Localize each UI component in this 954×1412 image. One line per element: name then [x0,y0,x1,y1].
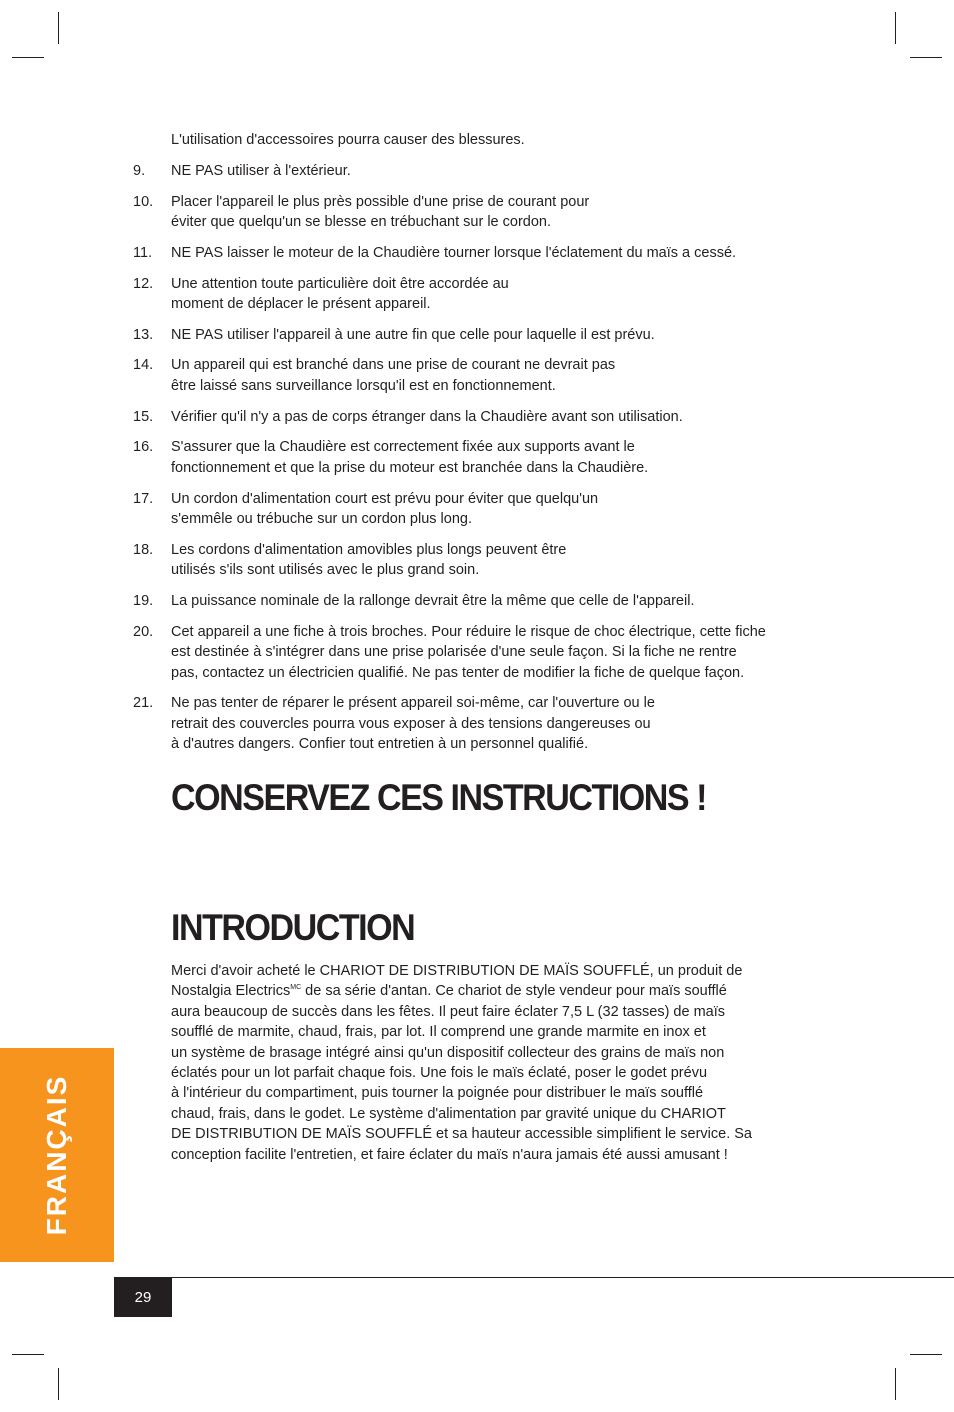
list-item-line: utilisés s'ils sont utilisés avec le plus grand soin. [171,562,480,579]
brand-name: Nostalgia Electrics [171,983,291,1000]
list-item-line: S'assurer que la Chaudière est correctement fixée aux supports avant le [171,439,635,456]
crop-mark [12,1354,44,1355]
crop-mark [58,1368,59,1400]
list-item-line: NE PAS laisser le moteur de la Chaudière tourner lorsque l'éclatement du maïs a cessé. [171,244,737,261]
intro-line: conception facilite l'entretien, et faire éclater du maïs n'aura jamais été aussi amusant ! [171,1146,728,1163]
list-item-number: 16. [133,439,154,456]
list-item-line: est destinée à s'intégrer dans une prise polarisée d'une seule façon. Si la fiche ne rentre [171,644,737,661]
list-item-text [171,622,831,684]
lead-line: L'utilisation d'accessoires pourra causer des blessures. [171,132,525,148]
page-number: 29 [114,1277,172,1317]
intro-line: à l'intérieur du compartiment, puis tourner la poignée pour distribuer le maïs soufflé [171,1085,704,1102]
list-item-number: 21. [133,695,154,712]
crop-mark [910,57,942,58]
list-item [0,622,954,684]
language-tab-label: FRANÇAIS [41,1074,72,1236]
list-item [0,325,954,346]
list-item [0,407,954,428]
list-item-line: à d'autres dangers. Confier tout entretien à un personnel qualifié. [171,736,589,753]
list-item [0,591,954,612]
list-item-line: Ne pas tenter de réparer le présent appareil soi-même, car l'ouverture ou le [171,695,655,712]
safety-list [0,161,954,765]
crop-mark [895,1368,896,1400]
intro-line [171,981,752,1001]
list-item-number: 14. [133,357,154,374]
list-item-text [171,325,831,346]
list-item-text [171,355,831,396]
list-item [0,693,954,755]
list-item-number: 10. [133,193,154,210]
list-item-number: 15. [133,408,154,425]
list-item-line: éviter que quelqu'un se blesse en trébuchant sur le cordon. [171,214,552,231]
list-item-text [171,489,831,530]
list-item-text [171,693,831,755]
list-item-number: 17. [133,490,154,507]
list-item [0,540,954,581]
list-item-line: Placer l'appareil le plus près possible d'une prise de courant pour [171,193,590,210]
intro-paragraph [171,961,752,1165]
list-item-line: NE PAS utiliser à l'extérieur. [171,163,351,179]
crop-mark [910,1354,942,1355]
list-item-text [171,591,831,612]
list-item-number: 19. [133,592,154,609]
heading-introduction: INTRODUCTION [171,907,415,948]
list-item [0,243,954,264]
list-item-line: pas, contactez un électricien qualifié. Ne pas tenter de modifier la fiche de quelque façon. [171,664,745,681]
list-item-line: Une attention toute particulière doit être accordée au [171,275,509,292]
crop-mark [58,12,59,44]
list-item-line: retrait des couvercles pourra vous exposer à des tensions dangereuses ou [171,715,651,732]
footer-rule [114,1277,954,1278]
list-item [0,274,954,315]
list-item [0,161,954,182]
intro-line: Merci d'avoir acheté le CHARIOT DE DISTRIBUTION DE MAÏS SOUFFLÉ, un produit de [171,963,743,979]
trademark-mark: MC [290,984,302,992]
list-item [0,437,954,478]
list-item-text [171,540,831,581]
list-item-text [171,437,831,478]
list-item-text [171,407,831,428]
list-item-line: Vérifier qu'il n'y a pas de corps étranger dans la Chaudière avant son utilisation. [171,408,683,425]
list-item-text [171,243,831,264]
crop-mark [895,12,896,44]
intro-line: chaud, frais, dans le godet. Le système d'alimentation par gravité unique du CHARIOT [171,1105,726,1122]
intro-line-rest: de sa série d'antan. Ce chariot de style vendeur pour maïs soufflé [301,983,727,1000]
list-item-number: 11. [133,244,153,261]
list-item-number: 12. [133,275,154,292]
list-item-line: s'emmêle ou trébuche sur un cordon plus long. [171,511,472,527]
list-item-line: Un appareil qui est branché dans une prise de courant ne devrait pas [171,357,616,374]
list-item [0,355,954,396]
intro-line: soufflé de marmite, chaud, frais, par lot. Il comprend une grande marmite en inox et [171,1024,706,1041]
list-item [0,489,954,530]
language-tab [0,1048,114,1262]
list-item-text [171,274,831,315]
list-item-line: fonctionnement et que la prise du moteur est branchée dans la Chaudière. [171,459,649,476]
list-item-line: Les cordons d'alimentation amovibles plus longs peuvent être [171,541,567,558]
list-item-line: être laissé sans surveillance lorsqu'il est en fonctionnement. [171,377,556,394]
list-item-line: La puissance nominale de la rallonge devrait être la même que celle de l'appareil. [171,592,695,609]
intro-line: aura beaucoup de succès dans les fêtes. Il peut faire éclater 7,5 L (32 tasses) de maïs [171,1003,726,1020]
list-item [0,192,954,233]
list-item-line: Un cordon d'alimentation court est prévu pour éviter que quelqu'un [171,490,599,507]
heading-save-instructions: CONSERVEZ CES INSTRUCTIONS ! [171,777,707,818]
list-item-line: Cet appareil a une fiche à trois broches. Pour réduire le risque de choc électrique, cette fiche [171,623,766,640]
list-item-line: NE PAS utiliser l'appareil à une autre fin que celle pour laquelle il est prévu. [171,326,655,343]
intro-line: éclatés pour un lot parfait chaque fois. Une fois le maïs éclaté, poser le godet prévu [171,1065,708,1082]
list-item-number: 18. [133,541,154,558]
list-item-number: 20. [133,623,154,640]
list-item-number: 9. [133,163,146,179]
intro-line: DE DISTRIBUTION DE MAÏS SOUFFLÉ et sa hauteur accessible simplifient le service. Sa [171,1126,752,1143]
list-item-text [171,192,831,233]
list-item-text [171,161,831,182]
crop-mark [12,57,44,58]
list-item-line: moment de déplacer le présent appareil. [171,296,431,313]
intro-line: un système de brasage intégré ainsi qu'un dispositif collecteur des grains de maïs non [171,1044,725,1061]
list-item-number: 13. [133,326,154,343]
